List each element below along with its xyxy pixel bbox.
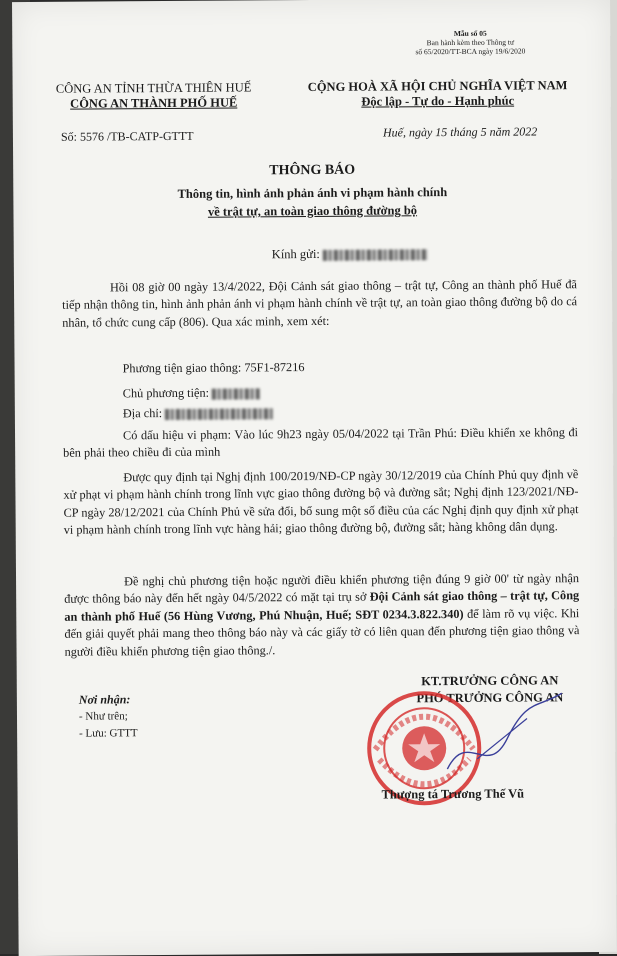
- redacted-address: [165, 408, 273, 420]
- violation-paragraph: Có dấu hiệu vi phạm: Vào lúc 9h23 ngày 05/04/2022 tại Trần Phú: Điều khiển xe không đi bên phải theo chiều đi của mình: [63, 425, 579, 461]
- form-ref: số 65/2020/TT-BCA ngày 19/6/2020: [415, 46, 526, 57]
- document-page: [12, 0, 617, 956]
- request-text-b: để làm rõ vụ việc. Khi đến giải quyết phải mang theo thông báo này và các giấy tờ có liên quan đến phương tiện giao thông và người điều khiển phương tiện giao thông./.: [64, 605, 580, 659]
- agency-name: CÔNG AN THÀNH PHỐ HUẾ: [70, 95, 238, 111]
- document-subtitle: [13, 182, 611, 222]
- handwritten-signature-icon: [437, 688, 568, 789]
- signature-line-2: PHÓ TRƯỞNG CÔNG AN: [416, 690, 564, 706]
- vehicle-line: Phương tiện giao thông: 75F1-87216: [122, 360, 305, 376]
- agency-header: [49, 80, 259, 111]
- address-line: [123, 405, 273, 421]
- owner-label: Chủ phương tiện:: [122, 385, 213, 401]
- request-paragraph: [64, 570, 580, 661]
- request-office: Đội Cảnh sát giao thông – trật tự, Công an thành phố Huế (56 Hùng Vương, Phú Nhuận, Huế; SĐT 0234.3.822.340): [64, 588, 580, 624]
- receiver-item: - Lưu: GTTT: [79, 727, 138, 740]
- subtitle-line-2: về trật tự, an toàn giao thông đường bộ: [207, 203, 418, 219]
- request-text-a: Đề nghị chủ phương tiện hoặc người điều khiển phương tiện đúng 9 giờ 00' từ ngày nhận được thông báo này đến hết ngày 04/5/2022 có mặt tại trụ sở: [64, 571, 580, 607]
- receiver-item: - Như trên;: [78, 710, 128, 723]
- agency-parent: CÔNG AN TỈNH THỪA THIÊN HUẾ: [55, 80, 252, 96]
- owner-line: [123, 385, 260, 401]
- recipient-line: [272, 246, 428, 262]
- redacted-recipient: [323, 249, 428, 261]
- document-title: THÔNG BÁO: [269, 162, 356, 179]
- form-note: [415, 29, 525, 57]
- document-date: Huế, ngày 15 tháng 5 năm 2022: [382, 124, 538, 140]
- subtitle-line-1: Thông tin, hình ảnh phản ánh vi phạm hành chính: [177, 185, 448, 201]
- redacted-owner: [212, 388, 260, 399]
- form-code: Mẫu số 05: [453, 28, 487, 39]
- nation-motto: Độc lập - Tự do - Hạnh phúc: [361, 93, 515, 109]
- intro-paragraph: Hồi 08 giờ 00 ngày 13/4/2022, Đội Cảnh sát giao thông – trật tự, Công an thành phố Huế đã tiếp nhận thông tin, hình ảnh phản ánh vi phạm hành chính về trật tự, an toàn giao thông đường bộ do cá nhân, tổ chức cung cấp (806). Qua xác minh, xem xét:: [62, 277, 578, 330]
- receivers-block: [79, 691, 138, 742]
- signer-name: Thượng tá Trương Thế Vũ: [381, 786, 525, 802]
- legal-basis-paragraph: Được quy định tại Nghị định 100/2019/NĐ-CP ngày 30/12/2019 của Chính Phủ quy định về xử phạt vi phạm hành chính trong lĩnh vực giao thông đường bộ và đường sắt; Nghị định 123/2021/NĐ-CP ngày 28/12/2021 của Chính Phủ về sửa đổi, bổ sung một số điều của các Nghị định quy định xử phạt vi phạm hành chính trong lĩnh vực hàng hải; giao thông đường bộ, đường sắt; hàng không dân dụng.: [63, 467, 579, 537]
- document-number: Số: 5576 /TB-CATP-GTTT: [60, 128, 194, 144]
- nation-name: CỘNG HOÀ XÃ HỘI CHỦ NGHĨA VIỆT NAM: [307, 78, 568, 95]
- address-label: Địa chỉ:: [122, 406, 166, 421]
- form-issued: Ban hành kèm theo Thông tư: [426, 37, 515, 48]
- nation-header: [298, 78, 578, 110]
- recipient-label: Kính gửi:: [271, 246, 324, 262]
- receivers-heading: Nơi nhận:: [78, 692, 131, 707]
- signature-line-1: KT.TRƯỞNG CÔNG AN: [421, 673, 559, 689]
